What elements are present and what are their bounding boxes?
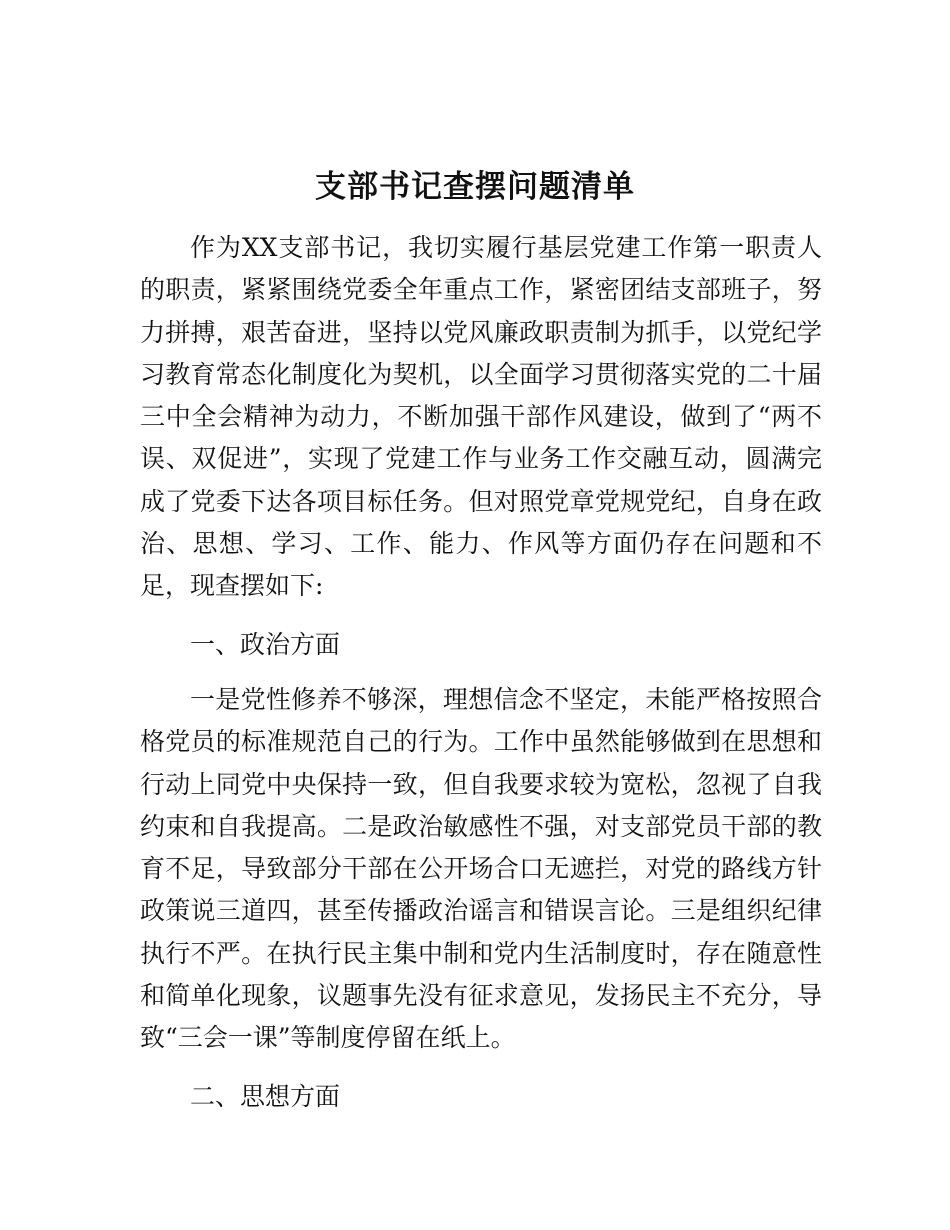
intro-paragraph: 作为XX支部书记，我切实履行基层党建工作第一职责人的职责，紧紧围绕党委全年重点工作，紧密团结支部班子，努力拼搏，艰苦奋进，坚持以党风廉政职责制为抓手，以党纪学习教育常态化制度化为契机，以全面学习贯彻落实党的二十届三中全会精神为动力，不断加强干部作风建设，做到了“两不误、双促进”，实现了党建工作与业务工作交融互动，圆满完成了党委下达各项目标任务。但对照党章党规党纪，自身在政治、思想、学习、工作、能力、作风等方面仍存在问题和不足，现查摆如下:: [140, 233, 822, 601]
document-title: 支部书记查摆问题清单: [315, 169, 635, 205]
section-heading-political: 一、政治方面: [190, 630, 341, 659]
section-heading-ideological: 二、思想方面: [190, 1082, 341, 1111]
section-paragraph-political: 一是党性修养不够深，理想信念不坚定，未能严格按照合格党员的标准规范自己的行为。工作中虽然能够做到在思想和行动上同党中央保持一致，但自我要求较为宽松，忽视了自我约束和自我提高。二是政治敏感性不强，对支部党员干部的教育不足，导致部分干部在公开场合口无遮拦，对党的路线方针政策说三道四，甚至传播政治谣言和错误言论。三是组织纪律执行不严。在执行民主集中制和党内生活制度时，存在随意性和简单化现象，议题事先没有征求意见，发扬民主不充分，导致“三会一课”等制度停留在纸上。: [140, 685, 822, 1053]
